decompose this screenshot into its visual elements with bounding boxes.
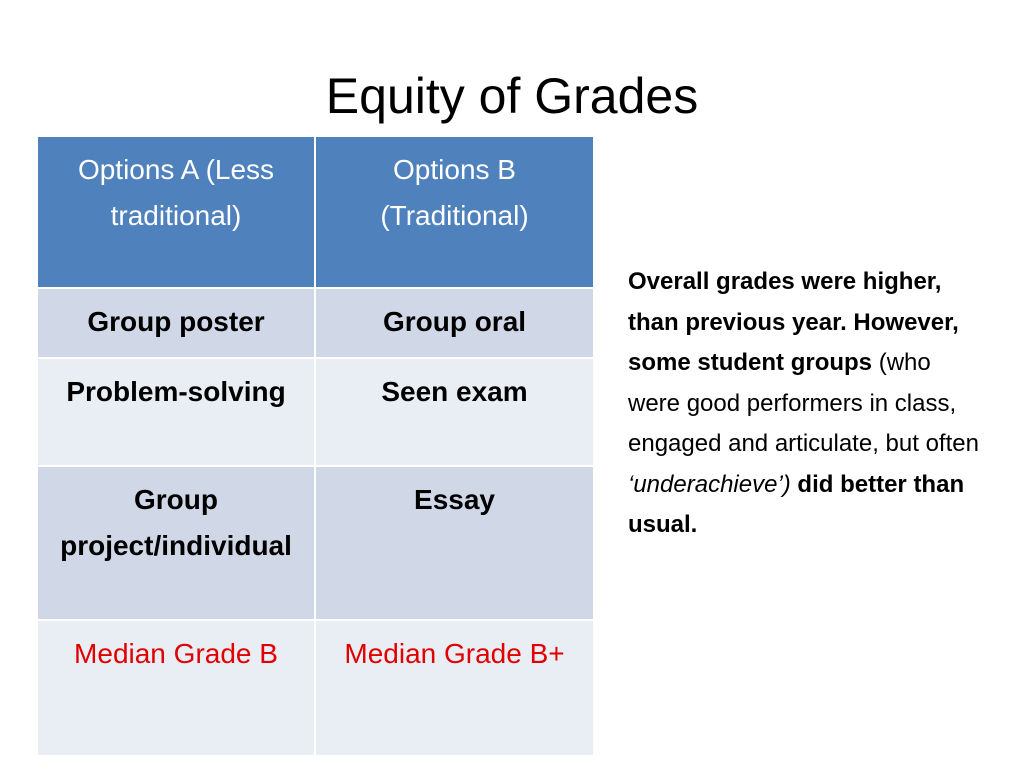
slide-title: Equity of Grades xyxy=(325,68,699,124)
note-normal-text: (who were good performers in class, engaged and articulate, but often xyxy=(628,349,979,457)
grades-comparison-table xyxy=(36,135,595,757)
median-grade-options-a: Median Grade B xyxy=(37,620,315,756)
cell-options-b: Essay xyxy=(315,466,594,620)
cell-options-a: Group project/individual xyxy=(37,466,315,620)
note-bold-intro: Overall grades were higher, than previous year. However, some student groups xyxy=(628,268,959,376)
cell-options-a: Problem-solving xyxy=(37,358,315,466)
header-options-a: Options A (Less traditional) xyxy=(37,136,315,288)
note-bold-outro: did better than usual. xyxy=(628,470,965,538)
cell-options-a: Group poster xyxy=(37,288,315,358)
table-row xyxy=(37,466,594,620)
cell-options-b: Seen exam xyxy=(315,358,594,466)
table-row xyxy=(37,288,594,358)
median-grade-row xyxy=(37,620,594,756)
note-italic-text: ‘underachieve’) xyxy=(628,470,791,498)
header-options-b: Options B (Traditional) xyxy=(315,136,594,288)
table-row xyxy=(37,358,594,466)
table-header-row xyxy=(37,136,594,288)
cell-options-b: Group oral xyxy=(315,288,594,358)
median-grade-options-b: Median Grade B+ xyxy=(315,620,594,756)
grades-observation-note xyxy=(628,262,988,546)
